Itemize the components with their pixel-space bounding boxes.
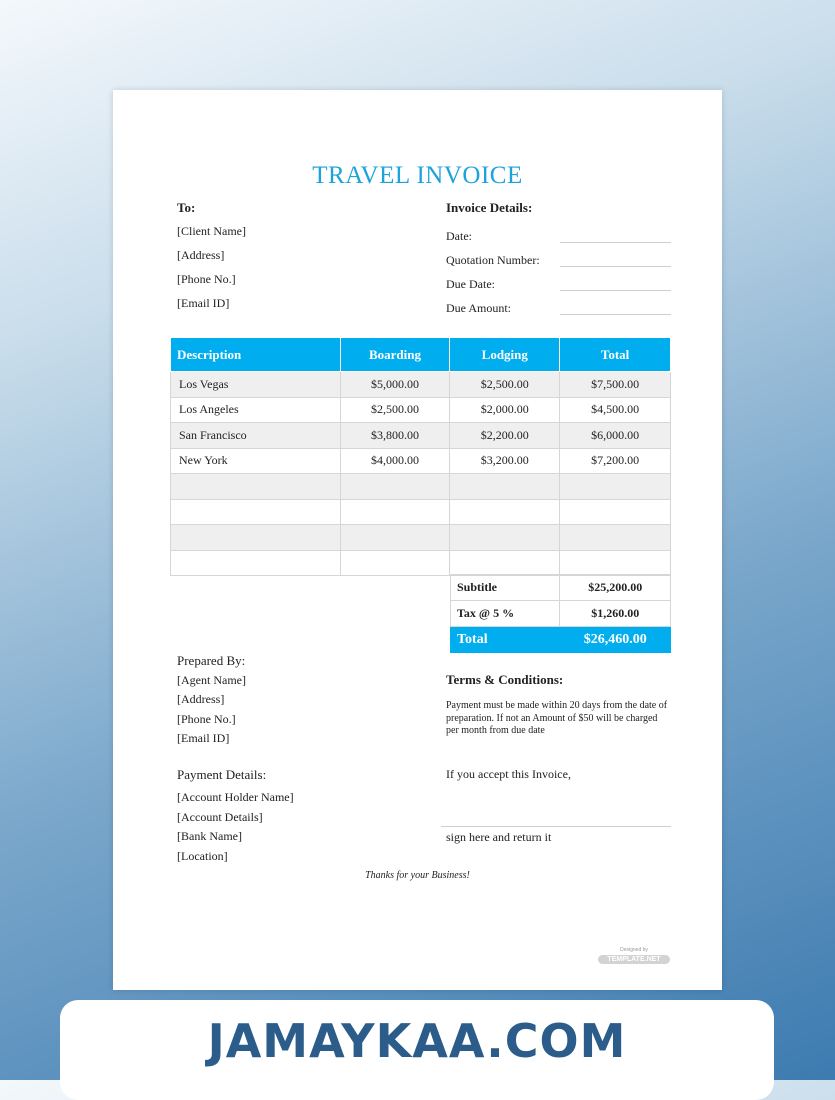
cell-description: Los Angeles	[171, 397, 341, 423]
totals-table	[450, 574, 671, 653]
header-total: Total	[560, 338, 671, 372]
cell-boarding	[340, 525, 450, 551]
due-date-line	[560, 290, 671, 291]
watermark-banner	[60, 1000, 774, 1100]
table-row	[171, 397, 671, 423]
table-row	[171, 372, 671, 398]
tax-value: $1,260.00	[560, 601, 671, 627]
cell-boarding: $4,000.00	[340, 448, 450, 474]
table-row	[171, 474, 671, 500]
subtitle-value: $25,200.00	[560, 575, 671, 601]
table-row	[171, 499, 671, 525]
banner-text: JAMAYKAA.COM	[207, 1014, 627, 1068]
cell-lodging	[450, 499, 560, 525]
invoice-sheet	[113, 90, 722, 990]
prepared-by-heading: Prepared By:	[177, 653, 246, 668]
quotation-number-label: Quotation Number:	[446, 253, 540, 267]
client-name: [Client Name]	[177, 224, 246, 238]
cell-description: New York	[171, 448, 341, 474]
subtitle-label: Subtitle	[451, 575, 560, 601]
client-address: [Address]	[177, 248, 225, 262]
client-phone: [Phone No.]	[177, 272, 236, 286]
cell-total	[560, 525, 671, 551]
table-header-row	[171, 338, 671, 372]
cell-lodging: $3,200.00	[450, 448, 560, 474]
grand-total-label: Total	[451, 627, 560, 653]
header-lodging: Lodging	[450, 338, 560, 372]
to-heading: To:	[177, 200, 196, 215]
cell-description	[171, 499, 341, 525]
cell-description: Los Vegas	[171, 372, 341, 398]
template-logo	[598, 947, 670, 964]
tax-row	[451, 601, 671, 627]
account-holder-name: [Account Holder Name]	[177, 790, 294, 804]
cell-total: $4,500.00	[560, 397, 671, 423]
bank-name: [Bank Name]	[177, 829, 242, 843]
account-details: [Account Details]	[177, 810, 263, 824]
due-amount-line	[560, 314, 671, 315]
table-row	[171, 423, 671, 449]
client-email: [Email ID]	[177, 296, 230, 310]
grand-total-row	[451, 627, 671, 653]
quotation-number-line	[560, 266, 671, 267]
cell-total: $6,000.00	[560, 423, 671, 449]
payment-details-heading: Payment Details:	[177, 767, 267, 782]
cell-total: $7,200.00	[560, 448, 671, 474]
cell-description	[171, 525, 341, 551]
table-row	[171, 550, 671, 576]
signature-line	[441, 826, 671, 827]
agent-name: [Agent Name]	[177, 673, 246, 687]
cell-lodging: $2,200.00	[450, 423, 560, 449]
cell-lodging: $2,500.00	[450, 372, 560, 398]
accept-text: If you accept this Invoice,	[446, 767, 571, 781]
cell-lodging	[450, 550, 560, 576]
tax-label: Tax @ 5 %	[451, 601, 560, 627]
header-description: Description	[171, 338, 341, 372]
terms-text: Payment must be made within 20 days from the date of preparation. If not an Amount of $50 will be charged per month from due date	[446, 700, 668, 736]
agent-email: [Email ID]	[177, 731, 230, 745]
cell-boarding	[340, 474, 450, 500]
table-row	[171, 448, 671, 474]
invoice-title: TRAVEL INVOICE	[312, 162, 523, 189]
cell-total	[560, 499, 671, 525]
cell-boarding	[340, 550, 450, 576]
date-label: Date:	[446, 229, 472, 243]
sign-text: sign here and return it	[446, 830, 552, 844]
cell-boarding: $2,500.00	[340, 397, 450, 423]
cell-description: San Francisco	[171, 423, 341, 449]
due-amount-label: Due Amount:	[446, 301, 511, 315]
cell-total	[560, 474, 671, 500]
cell-total	[560, 550, 671, 576]
agent-address: [Address]	[177, 692, 225, 706]
thanks-note: Thanks for your Business!	[365, 870, 470, 881]
cell-boarding: $3,800.00	[340, 423, 450, 449]
table-row	[171, 525, 671, 551]
cell-lodging: $2,000.00	[450, 397, 560, 423]
cell-lodging	[450, 525, 560, 551]
grand-total-value: $26,460.00	[560, 627, 671, 653]
location: [Location]	[177, 849, 228, 863]
due-date-label: Due Date:	[446, 277, 495, 291]
subtitle-row	[451, 575, 671, 601]
items-table	[170, 337, 671, 576]
cell-boarding	[340, 499, 450, 525]
template-brand: TEMPLATE.NET	[598, 955, 670, 964]
terms-heading: Terms & Conditions:	[446, 672, 564, 687]
date-line	[560, 242, 671, 243]
cell-lodging	[450, 474, 560, 500]
invoice-details-heading: Invoice Details:	[446, 200, 533, 215]
cell-description	[171, 474, 341, 500]
cell-description	[171, 550, 341, 576]
designed-by-text: Designed by	[620, 947, 648, 953]
cell-total: $7,500.00	[560, 372, 671, 398]
header-boarding: Boarding	[340, 338, 450, 372]
agent-phone: [Phone No.]	[177, 712, 236, 726]
cell-boarding: $5,000.00	[340, 372, 450, 398]
